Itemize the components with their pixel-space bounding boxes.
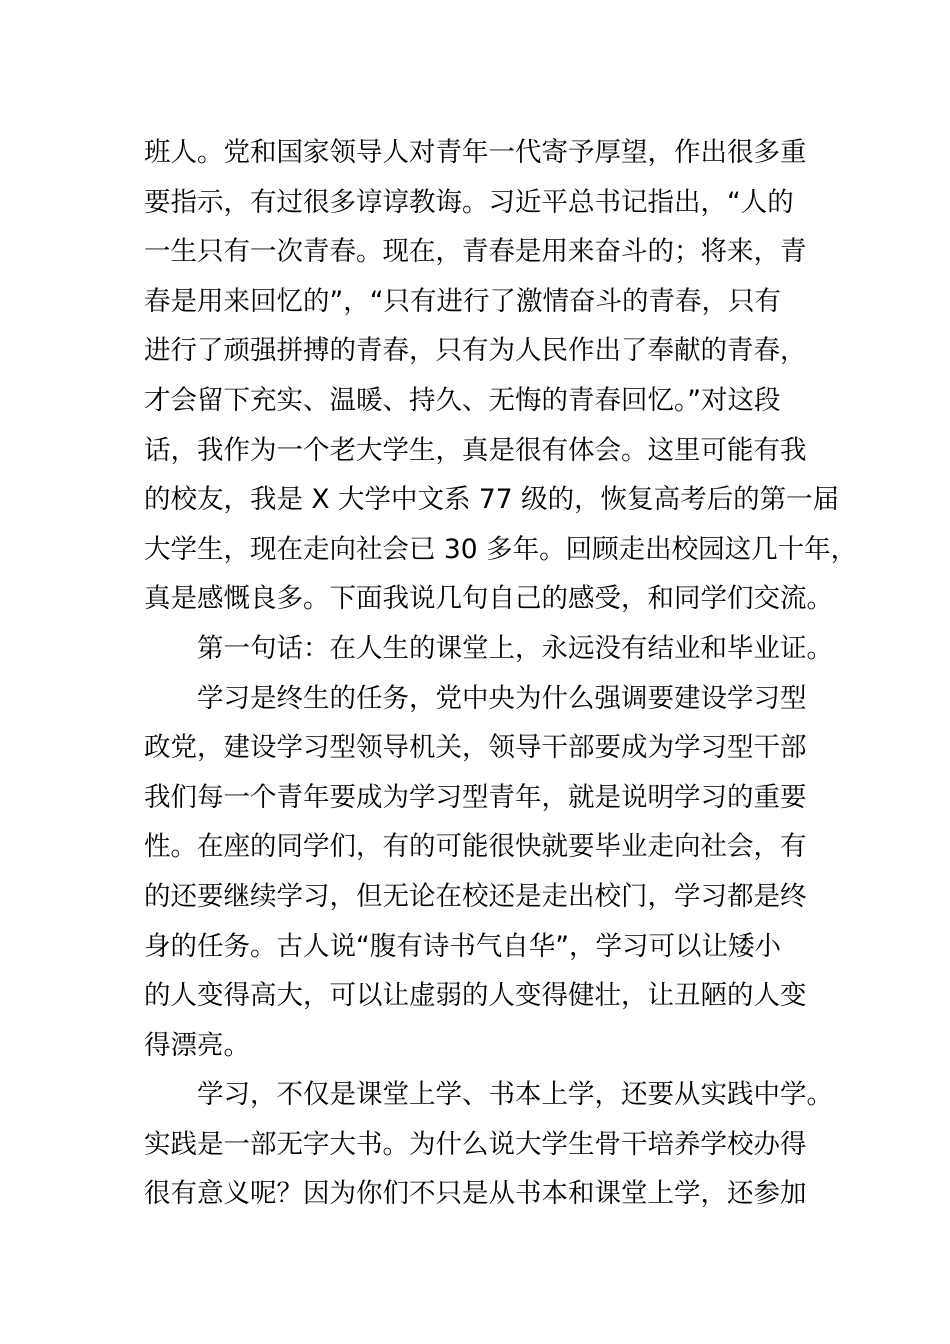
text-line: 真是感慨良多。下面我说几句自己的感受，和同学们交流。 [144, 583, 833, 615]
text-line: 话，我作为一个老大学生，真是很有体会。这里可能有我 [144, 434, 807, 466]
text-line: 的校友，我是 X 大学中文系 77 级的，恢复高考后的第一届 [144, 484, 840, 516]
text-line: 一生只有一次青春。现在，青春是用来奋斗的；将来，青 [144, 236, 807, 268]
text-line: 身的任务。古人说“腹有诗书气自华”，学习可以让矮小 [144, 930, 781, 962]
text-line: 政党，建设学习型领导机关，领导干部要成为学习型干部 [144, 732, 807, 764]
text-line: 班人。党和国家领导人对青年一代寄予厚望，作出很多重 [144, 137, 807, 168]
text-line: 得漂亮。 [144, 1029, 250, 1061]
text-line: 实践是一部无字大书。为什么说大学生骨干培养学校办得 [144, 1128, 807, 1160]
text-line: 的人变得高大，可以让虚弱的人变得健壮，让丑陋的人变 [144, 980, 807, 1012]
document-body [144, 128, 858, 1219]
text-line: 要指示，有过很多谆谆教诲。习近平总书记指出，“人的 [144, 186, 794, 218]
text-line: 大学生，现在走向社会已 30 多年。回顾走出校园这几十年， [144, 533, 858, 565]
text-line: 性。在座的同学们，有的可能很快就要毕业走向社会，有 [144, 831, 807, 863]
text-line: 我们每一个青年要成为学习型青年，就是说明学习的重要 [144, 781, 807, 813]
text-line: 学习是终生的任务，党中央为什么强调要建设学习型 [197, 682, 807, 714]
text-line: 的还要继续学习，但无论在校还是走出校门，学习都是终 [144, 880, 807, 912]
text-line: 春是用来回忆的”，“只有进行了激情奋斗的青春，只有 [144, 285, 781, 317]
section-heading: 第一句话：在人生的课堂上，永远没有结业和毕业证。 [197, 632, 833, 664]
text-line: 才会留下充实、温暖、持久、无悔的青春回忆。”对这段 [144, 384, 781, 416]
text-line: 很有意义呢？因为你们不只是从书本和课堂上学，还参加 [144, 1178, 807, 1210]
text-line: 进行了顽强拼搏的青春，只有为人民作出了奉献的青春， [144, 335, 807, 367]
text-line: 学习，不仅是课堂上学、书本上学，还要从实践中学。 [197, 1079, 833, 1111]
